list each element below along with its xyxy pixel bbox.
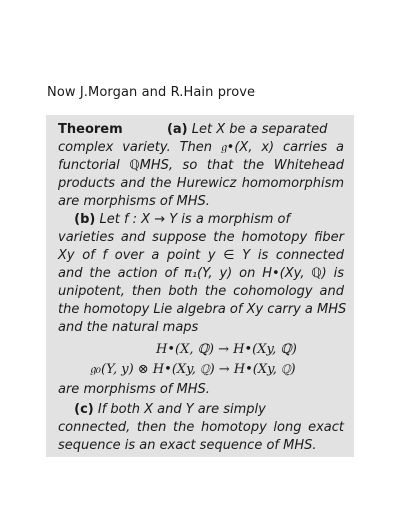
- theorem-line-6: [58, 211, 344, 229]
- display-equation-1: H•(X, ℚ) → H•(Xy, ℚ): [156, 342, 297, 357]
- theorem-line-16: [58, 401, 344, 419]
- part-b-label: (b): [74, 212, 96, 227]
- theorem-line-1: [58, 121, 344, 139]
- part-a-label: (a): [166, 122, 188, 137]
- intro-sentence: Now J.Morgan and R.Hain prove: [47, 85, 256, 100]
- theorem-line-8: Xy of f over a point y ∈ Y is connected: [58, 248, 344, 263]
- display-equation-2: 𝔤₀(Y, y) ⊗ H•(Xy, ℚ) → H•(Xy, ℚ): [90, 362, 296, 377]
- theorem-line-18: sequence is an exact sequence of MHS.: [58, 438, 317, 453]
- part-c-label: (c): [74, 402, 94, 417]
- theorem-box: [46, 115, 354, 457]
- part-a-text: Let X be a separated: [191, 122, 328, 137]
- theorem-line-2: complex variety. Then 𝔤•(X, x) carries a: [58, 140, 344, 155]
- theorem-line-3: functorial ℚMHS, so that the Whitehead: [58, 158, 344, 173]
- theorem-line-5: are morphisms of MHS.: [58, 194, 210, 209]
- part-c-text: If both X and Y are simply: [97, 402, 266, 417]
- theorem-heading: Theorem: [58, 122, 123, 137]
- theorem-line-15: are morphisms of MHS.: [58, 382, 210, 397]
- theorem-line-17: connected, then the homotopy long exact: [58, 420, 344, 435]
- part-b-text: Let f : X → Y is a morphism of: [99, 212, 291, 227]
- theorem-line-12: and the natural maps: [58, 320, 199, 335]
- theorem-line-7: varieties and suppose the homotopy fiber: [58, 230, 344, 245]
- theorem-line-11: the homotopy Lie algebra of Xy carry a MHS: [58, 302, 347, 317]
- theorem-line-10: unipotent, then both the cohomology and: [58, 284, 344, 299]
- theorem-line-9: and the action of π₁(Y, y) on H•(Xy, ℚ) is: [58, 266, 344, 281]
- theorem-line-4: products and the Hurewicz homomorphism: [58, 176, 344, 191]
